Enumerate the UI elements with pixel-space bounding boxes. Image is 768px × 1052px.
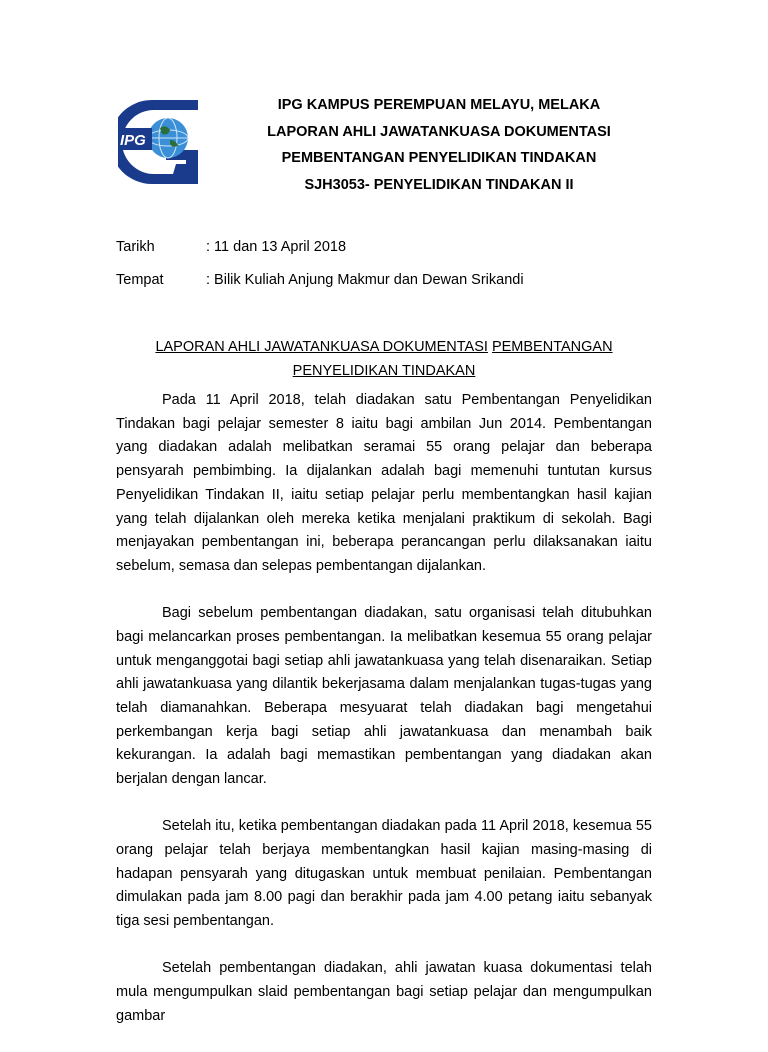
- meta-date-label: Tarikh: [116, 239, 155, 255]
- ipg-logo-icon: [118, 94, 204, 190]
- paragraph-3: Setelah itu, ketika pembentangan diadakan pada 11 April 2018, kesemua 55 orang pelajar telah berjaya membentangkan hasil kajian masing-masing di hadapan pensyarah yang ditugaskan untuk membuat penilaian. Pembentangan dimulakan pada jam 8.00 pagi dan berakhir pada jam 4.00 petang iaitu sebanyak tiga sesi pembentangan.: [116, 818, 652, 930]
- report-title-part3: PENYELIDIKAN TINDAKAN: [292, 362, 476, 379]
- meta-place-label: Tempat: [116, 272, 164, 288]
- meta-place-value: : Bilik Kuliah Anjung Makmur dan Dewan Srikandi: [206, 272, 524, 288]
- paragraph-1: Pada 11 April 2018, telah diadakan satu Pembentangan Penyelidikan Tindakan bagi pelajar semester 8 iaitu bagi ambilan Jun 2014. Pembentangan yang diadakan adalah melibatkan seramai 55 orang pelajar dan beberapa pensyarah pembimbing. Ia dijalankan adalah bagi memenuhi tuntutan kursus Penyelidikan Tindakan II, iaitu setiap pelajar perlu membentangkan hasil kajian yang telah dijalankan oleh mereka ketika menjalani praktikum di sekolah. Bagi menjayakan pembentangan ini, beberapa perancangan perlu dilaksanakan iaitu sebelum, semasa dan selepas pembentangan dijalankan.: [116, 392, 652, 574]
- document-header: [210, 92, 668, 198]
- report-body: [116, 389, 652, 1052]
- paragraph-4: Setelah pembentangan diadakan, ahli jawatan kuasa dokumentasi telah mula mengumpulkan slaid pembentangan bagi setiap pelajar dan mengumpulkan gambar: [116, 960, 652, 1024]
- header-course-code: SJH3053- PENYELIDIKAN TINDAKAN II: [304, 176, 574, 193]
- meta-date-value: : 11 dan 13 April 2018: [206, 239, 347, 255]
- report-title-part1: LAPORAN AHLI JAWATANKUASA DOKUMENTASI: [155, 339, 488, 355]
- header-event-title: PEMBENTANGAN PENYELIDIKAN TINDAKAN: [281, 150, 597, 166]
- header-institution: IPG KAMPUS PEREMPUAN MELAYU, MELAKA: [277, 97, 601, 113]
- report-title-part2: PEMBENTANGAN: [491, 339, 613, 355]
- paragraph-2: Bagi sebelum pembentangan diadakan, satu organisasi telah ditubuhkan bagi melancarkan proses pembentangan. Ia melibatkan kesemua 55 orang pelajar untuk menganggotai bagi setiap ahli jawatankuasa yang telah disenaraikan. Setiap ahli jawatankuasa yang dilantik bekerjasama dalam menjalankan tugas-tugas yang telah diamanahkan. Beberapa mesyuarat telah diadakan bagi mengetahui perkembangan kerja bagi setiap ahli jawatankuasa dan menambah baik kekurangan. Ia adalah bagi memastikan pembentangan yang diadakan akan berjalan dengan lancar.: [116, 605, 652, 788]
- header-report-title: LAPORAN AHLI JAWATANKUASA DOKUMENTASI: [267, 123, 611, 140]
- logo-text: IPG: [120, 132, 146, 149]
- report-title: [116, 336, 652, 383]
